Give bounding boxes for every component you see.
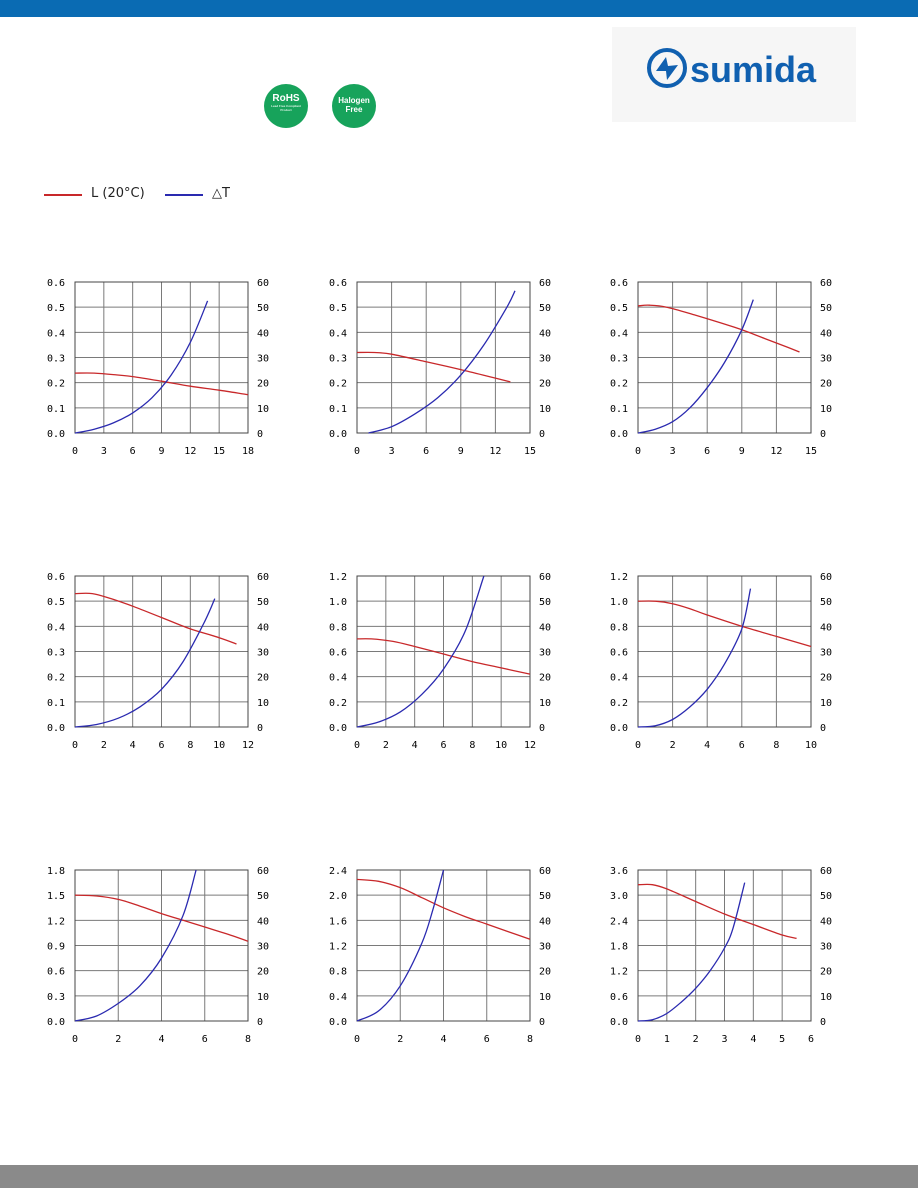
x-tick-label: 3 bbox=[388, 446, 395, 457]
inductance-curve bbox=[638, 305, 800, 352]
y-tick-label-right: 10 bbox=[257, 991, 270, 1003]
chart-5 bbox=[329, 572, 551, 751]
x-tick-label: 3 bbox=[669, 446, 676, 457]
y-tick-label-left: 1.0 bbox=[328, 597, 347, 609]
x-tick-label: 0 bbox=[353, 446, 361, 457]
x-tick-label: 10 bbox=[804, 740, 818, 751]
y-tick-label-right: 20 bbox=[820, 672, 833, 684]
x-tick-label: 0 bbox=[71, 1034, 79, 1045]
y-tick-label-right: 10 bbox=[820, 991, 833, 1003]
y-tick-label-left: 0.2 bbox=[609, 697, 628, 709]
y-tick-label-left: 0.1 bbox=[609, 403, 628, 415]
chart-7 bbox=[47, 866, 269, 1045]
y-tick-label-right: 40 bbox=[820, 328, 833, 340]
y-tick-label-right: 60 bbox=[257, 866, 270, 877]
y-tick-label-left: 0.5 bbox=[46, 597, 65, 609]
y-tick-label-right: 50 bbox=[257, 891, 270, 903]
temperature-rise-curve bbox=[75, 599, 215, 727]
y-tick-label-left: 0.1 bbox=[46, 697, 65, 709]
temperature-rise-curve bbox=[638, 883, 745, 1021]
x-tick-label: 12 bbox=[241, 740, 255, 751]
x-tick-label: 12 bbox=[523, 740, 537, 751]
y-tick-label-left: 0.6 bbox=[609, 647, 628, 659]
y-tick-label-right: 0 bbox=[539, 723, 546, 734]
y-tick-label-left: 0.0 bbox=[46, 723, 65, 734]
x-tick-label: 8 bbox=[187, 740, 194, 751]
inductance-curve bbox=[638, 884, 797, 938]
y-tick-label-left: 0.1 bbox=[46, 403, 65, 415]
x-tick-label: 2 bbox=[669, 740, 676, 751]
x-tick-label: 0 bbox=[71, 740, 79, 751]
y-tick-label-left: 0.1 bbox=[328, 403, 347, 415]
chart-3 bbox=[610, 278, 832, 457]
x-tick-label: 8 bbox=[469, 740, 476, 751]
x-tick-label: 15 bbox=[523, 446, 537, 457]
y-tick-label-right: 50 bbox=[539, 303, 552, 315]
y-tick-label-left: 1.2 bbox=[46, 916, 65, 928]
chart-4 bbox=[47, 572, 269, 751]
y-tick-label-right: 20 bbox=[820, 378, 833, 390]
y-tick-label-left: 0.0 bbox=[609, 723, 628, 734]
halogen-line2: Free bbox=[345, 105, 363, 114]
x-tick-label: 2 bbox=[100, 740, 107, 751]
y-tick-label-left: 0.9 bbox=[46, 941, 65, 953]
y-tick-label-left: 1.6 bbox=[328, 916, 347, 928]
y-tick-label-right: 30 bbox=[257, 353, 270, 365]
y-tick-label-right: 0 bbox=[257, 723, 264, 734]
y-tick-label-left: 2.4 bbox=[328, 866, 347, 877]
y-tick-label-right: 10 bbox=[539, 697, 552, 709]
y-tick-label-right: 60 bbox=[820, 572, 833, 583]
x-tick-label: 4 bbox=[440, 1034, 447, 1045]
x-tick-label: 0 bbox=[353, 740, 361, 751]
temperature-rise-curve bbox=[75, 301, 208, 433]
x-tick-label: 5 bbox=[779, 1034, 786, 1045]
y-tick-label-right: 0 bbox=[820, 429, 827, 440]
y-tick-label-right: 50 bbox=[820, 597, 833, 609]
y-tick-label-left: 0.3 bbox=[46, 353, 65, 365]
y-tick-label-right: 50 bbox=[539, 597, 552, 609]
chart-6 bbox=[610, 572, 832, 751]
y-tick-label-left: 0.6 bbox=[46, 572, 65, 583]
x-tick-label: 6 bbox=[483, 1034, 490, 1045]
y-tick-label-left: 0.6 bbox=[609, 991, 628, 1003]
y-tick-label-left: 0.0 bbox=[328, 723, 347, 734]
y-tick-label-left: 2.0 bbox=[328, 891, 347, 903]
y-tick-label-right: 60 bbox=[257, 278, 270, 289]
y-tick-label-right: 20 bbox=[257, 966, 270, 978]
y-tick-label-right: 50 bbox=[257, 303, 270, 315]
y-tick-label-right: 0 bbox=[820, 723, 827, 734]
y-tick-label-right: 60 bbox=[257, 572, 270, 583]
y-tick-label-left: 3.6 bbox=[609, 866, 628, 877]
temperature-rise-curve bbox=[638, 300, 753, 433]
x-tick-label: 2 bbox=[382, 740, 389, 751]
y-tick-label-left: 0.6 bbox=[46, 966, 65, 978]
y-tick-label-left: 0.3 bbox=[609, 353, 628, 365]
y-tick-label-right: 0 bbox=[820, 1017, 827, 1028]
x-tick-label: 6 bbox=[423, 446, 430, 457]
y-tick-label-right: 30 bbox=[539, 353, 552, 365]
x-tick-label: 12 bbox=[184, 446, 197, 457]
y-tick-label-left: 0.4 bbox=[328, 672, 347, 684]
x-tick-label: 10 bbox=[213, 740, 226, 751]
x-tick-label: 4 bbox=[129, 740, 136, 751]
y-tick-label-right: 40 bbox=[539, 622, 552, 634]
chart-8 bbox=[329, 866, 551, 1045]
y-tick-label-right: 50 bbox=[820, 303, 833, 315]
y-tick-label-right: 20 bbox=[539, 378, 552, 390]
x-tick-label: 8 bbox=[773, 740, 780, 751]
y-tick-label-right: 40 bbox=[539, 328, 552, 340]
y-tick-label-left: 0.5 bbox=[328, 303, 347, 315]
y-tick-label-right: 10 bbox=[539, 403, 552, 415]
x-tick-label: 15 bbox=[213, 446, 226, 457]
x-tick-label: 0 bbox=[634, 1034, 642, 1045]
y-tick-label-right: 20 bbox=[257, 672, 270, 684]
y-tick-label-right: 0 bbox=[539, 1017, 546, 1028]
y-tick-label-left: 0.4 bbox=[46, 622, 65, 634]
y-tick-label-left: 0.4 bbox=[609, 672, 628, 684]
chart-1 bbox=[47, 278, 269, 457]
y-tick-label-left: 1.2 bbox=[328, 572, 347, 583]
y-tick-label-left: 0.6 bbox=[328, 278, 347, 289]
y-tick-label-right: 40 bbox=[257, 622, 270, 634]
y-tick-label-left: 1.0 bbox=[609, 597, 628, 609]
y-tick-label-right: 60 bbox=[820, 866, 833, 877]
y-tick-label-right: 20 bbox=[257, 378, 270, 390]
y-tick-label-left: 0.0 bbox=[609, 429, 628, 440]
x-tick-label: 6 bbox=[807, 1034, 815, 1045]
y-tick-label-left: 0.0 bbox=[328, 429, 347, 440]
halogen-line1: Halogen bbox=[338, 96, 370, 105]
legend-label-delta-t: △T bbox=[212, 186, 230, 201]
x-tick-label: 0 bbox=[634, 446, 642, 457]
x-tick-label: 9 bbox=[738, 446, 745, 457]
y-tick-label-left: 0.0 bbox=[609, 1017, 628, 1028]
temperature-rise-curve bbox=[638, 589, 751, 727]
y-tick-label-right: 40 bbox=[539, 916, 552, 928]
x-tick-label: 4 bbox=[158, 1034, 165, 1045]
y-tick-label-right: 40 bbox=[820, 622, 833, 634]
y-tick-label-left: 1.2 bbox=[609, 572, 628, 583]
x-tick-label: 9 bbox=[158, 446, 165, 457]
y-tick-label-left: 0.6 bbox=[46, 278, 65, 289]
y-tick-label-left: 1.5 bbox=[46, 891, 65, 903]
y-tick-label-left: 0.4 bbox=[328, 328, 347, 340]
y-tick-label-right: 30 bbox=[820, 647, 833, 659]
x-tick-label: 2 bbox=[397, 1034, 404, 1045]
y-tick-label-left: 1.2 bbox=[609, 966, 628, 978]
x-tick-label: 18 bbox=[241, 446, 255, 457]
y-tick-label-right: 0 bbox=[257, 429, 264, 440]
y-tick-label-right: 0 bbox=[539, 429, 546, 440]
y-tick-label-right: 30 bbox=[820, 353, 833, 365]
x-tick-label: 6 bbox=[201, 1034, 208, 1045]
y-tick-label-left: 0.0 bbox=[328, 1017, 347, 1028]
chart-2 bbox=[329, 278, 551, 457]
x-tick-label: 12 bbox=[489, 446, 502, 457]
y-tick-label-left: 0.0 bbox=[46, 429, 65, 440]
logo-wordmark: sumida bbox=[690, 49, 817, 90]
x-tick-label: 0 bbox=[353, 1034, 361, 1045]
y-tick-label-left: 0.2 bbox=[328, 697, 347, 709]
y-tick-label-right: 40 bbox=[257, 328, 270, 340]
y-tick-label-right: 60 bbox=[539, 866, 552, 877]
x-tick-label: 15 bbox=[804, 446, 818, 457]
y-tick-label-left: 0.4 bbox=[328, 991, 347, 1003]
y-tick-label-left: 0.8 bbox=[328, 966, 347, 978]
y-tick-label-left: 1.8 bbox=[46, 866, 65, 877]
inductance-curve bbox=[357, 352, 510, 382]
y-tick-label-right: 0 bbox=[257, 1017, 264, 1028]
x-tick-label: 3 bbox=[100, 446, 107, 457]
y-tick-label-right: 30 bbox=[820, 941, 833, 953]
y-tick-label-left: 0.2 bbox=[46, 378, 65, 390]
y-tick-label-right: 10 bbox=[539, 991, 552, 1003]
y-tick-label-right: 30 bbox=[257, 647, 270, 659]
y-tick-label-left: 0.4 bbox=[609, 328, 628, 340]
y-tick-label-right: 60 bbox=[539, 278, 552, 289]
x-tick-label: 8 bbox=[244, 1034, 252, 1045]
temperature-rise-curve bbox=[369, 291, 516, 433]
x-tick-label: 4 bbox=[704, 740, 711, 751]
y-tick-label-right: 20 bbox=[820, 966, 833, 978]
x-tick-label: 0 bbox=[634, 740, 642, 751]
x-tick-label: 12 bbox=[770, 446, 783, 457]
x-tick-label: 6 bbox=[704, 446, 711, 457]
x-tick-label: 9 bbox=[457, 446, 464, 457]
bottom-footer-bar bbox=[0, 1165, 918, 1188]
x-tick-label: 6 bbox=[738, 740, 745, 751]
legend-label-inductance: L (20°C) bbox=[91, 186, 145, 201]
y-tick-label-left: 0.3 bbox=[328, 353, 347, 365]
y-tick-label-right: 40 bbox=[257, 916, 270, 928]
y-tick-label-right: 40 bbox=[820, 916, 833, 928]
y-tick-label-right: 10 bbox=[257, 403, 270, 415]
y-tick-label-left: 0.3 bbox=[46, 991, 65, 1003]
y-tick-label-left: 0.5 bbox=[609, 303, 628, 315]
y-tick-label-right: 50 bbox=[539, 891, 552, 903]
inductance-curve bbox=[638, 601, 811, 647]
y-tick-label-right: 60 bbox=[820, 278, 833, 289]
x-tick-label: 1 bbox=[663, 1034, 670, 1045]
y-tick-label-right: 30 bbox=[539, 647, 552, 659]
y-tick-label-left: 0.0 bbox=[46, 1017, 65, 1028]
x-tick-label: 0 bbox=[71, 446, 79, 457]
chart-9 bbox=[610, 866, 832, 1045]
y-tick-label-left: 2.4 bbox=[609, 916, 628, 928]
y-tick-label-left: 1.2 bbox=[328, 941, 347, 953]
x-tick-label: 8 bbox=[526, 1034, 534, 1045]
x-tick-label: 3 bbox=[721, 1034, 728, 1045]
y-tick-label-right: 30 bbox=[257, 941, 270, 953]
y-tick-label-left: 1.8 bbox=[609, 941, 628, 953]
y-tick-label-right: 60 bbox=[539, 572, 552, 583]
y-tick-label-left: 0.4 bbox=[46, 328, 65, 340]
rohs-small-text: Lead Free Compliant Product bbox=[271, 104, 301, 112]
x-tick-label: 6 bbox=[158, 740, 165, 751]
x-tick-label: 4 bbox=[750, 1034, 757, 1045]
y-tick-label-left: 0.5 bbox=[46, 303, 65, 315]
y-tick-label-right: 50 bbox=[257, 597, 270, 609]
y-tick-label-left: 0.6 bbox=[328, 647, 347, 659]
y-tick-label-left: 0.8 bbox=[328, 622, 347, 634]
x-tick-label: 6 bbox=[129, 446, 136, 457]
y-tick-label-left: 0.2 bbox=[328, 378, 347, 390]
y-tick-label-left: 3.0 bbox=[609, 891, 628, 903]
rohs-title: RoHS bbox=[272, 93, 300, 104]
x-tick-label: 2 bbox=[115, 1034, 122, 1045]
y-tick-label-right: 30 bbox=[539, 941, 552, 953]
y-tick-label-left: 0.3 bbox=[46, 647, 65, 659]
x-tick-label: 6 bbox=[440, 740, 447, 751]
x-tick-label: 4 bbox=[411, 740, 418, 751]
y-tick-label-right: 20 bbox=[539, 672, 552, 684]
y-tick-label-right: 50 bbox=[820, 891, 833, 903]
y-tick-label-left: 0.2 bbox=[46, 672, 65, 684]
x-tick-label: 10 bbox=[495, 740, 508, 751]
y-tick-label-left: 0.6 bbox=[609, 278, 628, 289]
y-tick-label-left: 0.2 bbox=[609, 378, 628, 390]
y-tick-label-right: 10 bbox=[820, 697, 833, 709]
x-tick-label: 2 bbox=[692, 1034, 699, 1045]
y-tick-label-right: 10 bbox=[820, 403, 833, 415]
y-tick-label-left: 0.8 bbox=[609, 622, 628, 634]
y-tick-label-right: 10 bbox=[257, 697, 270, 709]
y-tick-label-right: 20 bbox=[539, 966, 552, 978]
